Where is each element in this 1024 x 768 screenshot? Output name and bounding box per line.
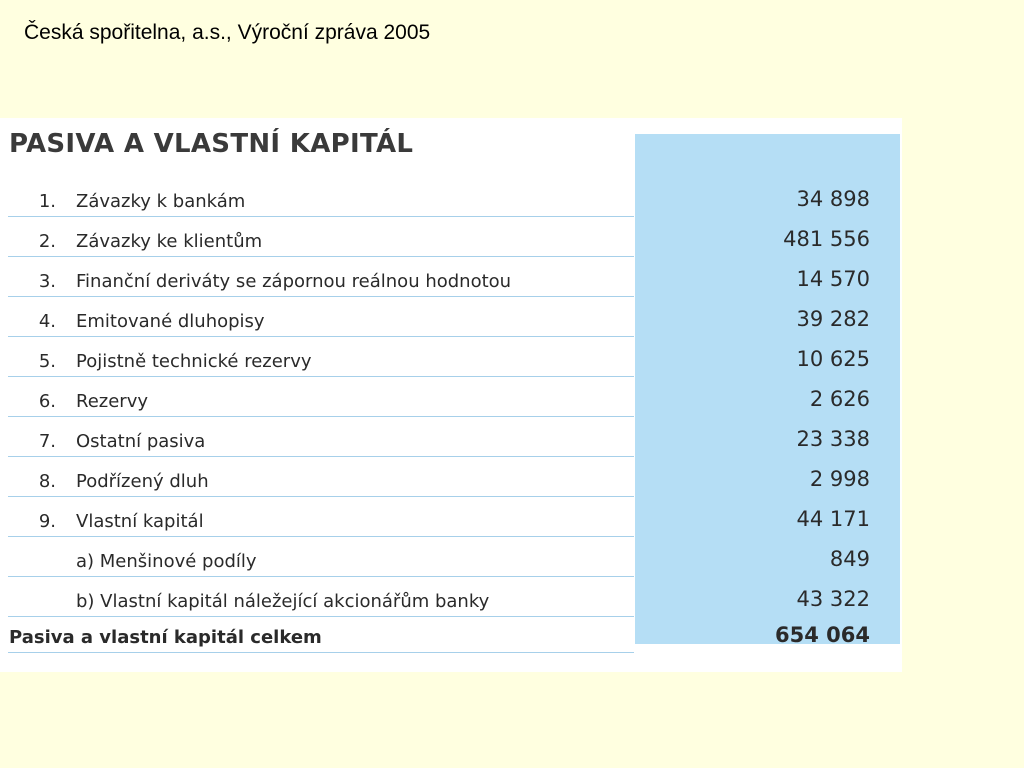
row-value: 2 998 — [809, 467, 870, 491]
row-divider — [8, 256, 634, 257]
table-row — [0, 498, 902, 538]
row-value: 43 322 — [796, 587, 870, 611]
row-number: 9. — [38, 511, 56, 532]
balance-sheet-table — [0, 118, 902, 672]
row-label: Závazky k bankám — [76, 191, 246, 212]
row-value: 849 — [829, 547, 870, 571]
total-value: 654 064 — [775, 623, 870, 647]
table-row — [0, 578, 902, 618]
row-label: Rezervy — [76, 391, 148, 412]
row-divider — [8, 216, 634, 217]
table-row — [0, 538, 902, 578]
table-row — [0, 298, 902, 338]
table-row — [0, 418, 902, 458]
table-row — [0, 218, 902, 258]
row-number: 6. — [38, 391, 56, 412]
row-label: Finanční deriváty se zápornou reálnou hodnotou — [76, 271, 512, 292]
table-row — [0, 338, 902, 378]
row-divider — [8, 576, 634, 577]
table-row — [0, 378, 902, 418]
row-number: 4. — [38, 311, 56, 332]
row-divider — [8, 496, 634, 497]
row-label: b) Vlastní kapitál náležející akcionářům banky — [76, 591, 490, 612]
row-label: Emitované dluhopisy — [76, 311, 265, 332]
row-divider — [8, 536, 634, 537]
row-value: 2 626 — [809, 387, 870, 411]
table-row — [0, 258, 902, 298]
slide-title: Česká spořitelna, a.s., Výroční zpráva 2005 — [24, 21, 431, 44]
row-divider — [8, 376, 634, 377]
row-number: 3. — [38, 271, 56, 292]
row-divider — [8, 652, 634, 653]
row-number: 1. — [38, 191, 56, 212]
row-value: 34 898 — [796, 187, 870, 211]
table-heading: PASIVA A VLASTNÍ KAPITÁL — [9, 129, 414, 159]
row-value: 23 338 — [796, 427, 870, 451]
total-label: Pasiva a vlastní kapitál celkem — [9, 627, 322, 648]
row-number: 7. — [38, 431, 56, 452]
row-value: 14 570 — [796, 267, 870, 291]
row-number: 5. — [38, 351, 56, 372]
row-value: 39 282 — [796, 307, 870, 331]
row-value: 44 171 — [796, 507, 870, 531]
row-value: 10 625 — [796, 347, 870, 371]
row-label: Vlastní kapitál — [76, 511, 204, 532]
row-divider — [8, 336, 634, 337]
row-divider — [8, 456, 634, 457]
table-row — [0, 178, 902, 218]
row-number: 2. — [38, 231, 56, 252]
row-value: 481 556 — [783, 227, 870, 251]
row-label: Podřízený dluh — [76, 471, 209, 492]
row-label: Závazky ke klientům — [76, 231, 263, 252]
row-divider — [8, 416, 634, 417]
row-number: 8. — [38, 471, 56, 492]
row-label: Ostatní pasiva — [76, 431, 206, 452]
table-total-row — [0, 614, 902, 654]
row-divider — [8, 296, 634, 297]
row-label: a) Menšinové podíly — [76, 551, 257, 572]
row-label: Pojistně technické rezervy — [76, 351, 312, 372]
table-row — [0, 458, 902, 498]
